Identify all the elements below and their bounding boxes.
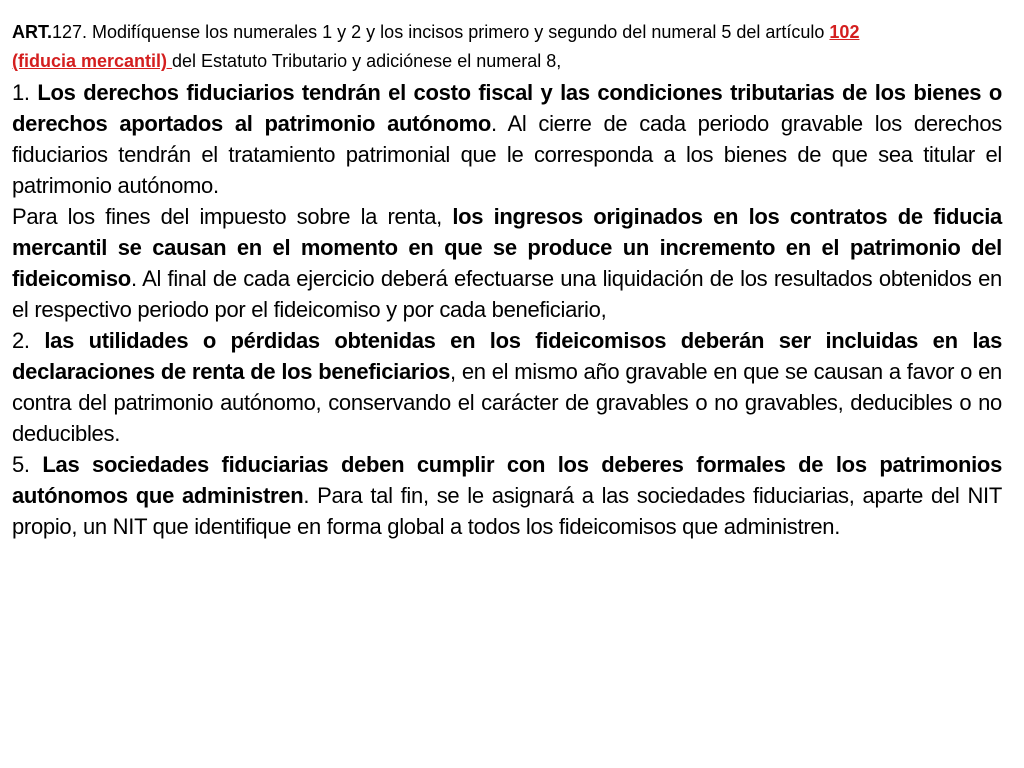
paragraph-text: , en el mismo año gravable en que se causan a favor o en contra del patrimonio autónomo, conservando el carácter de gravables o no gravables, deducibles o no deducibles. bbox=[12, 359, 1002, 446]
article-102-link[interactable]: 102 bbox=[829, 22, 860, 42]
paragraph-numeral-5 bbox=[12, 449, 1002, 542]
paragraph-bold-text: Las sociedades fiduciarias deben cumplir con los deberes formales de los patrimonios autónomos que administren bbox=[12, 452, 1003, 508]
article-intro-text: 127. Modifíquense los numerales 1 y 2 y los incisos primero y segundo del numeral 5 del artículo bbox=[52, 22, 830, 42]
article-intro-text-end: del Estatuto Tributario y adiciónese el numeral 8, bbox=[172, 51, 562, 71]
article-label: ART. bbox=[12, 22, 52, 42]
numeral-label: 5. bbox=[12, 452, 43, 477]
numeral-label: 2. bbox=[12, 328, 45, 353]
paragraph-bold-text: los ingresos originados en los contratos de fiducia mercantil se causan en el momento en que se produce un incremento en el patrimonio del fideicomiso bbox=[12, 204, 1002, 291]
paragraph-numeral-2 bbox=[12, 325, 1002, 449]
numeral-label: 1. bbox=[12, 80, 38, 105]
slide-content bbox=[12, 18, 1002, 542]
paragraph-text: Para los fines del impuesto sobre la renta, bbox=[12, 204, 453, 229]
paragraph-renta bbox=[12, 201, 1002, 325]
article-intro bbox=[12, 18, 1002, 76]
paragraph-bold-text: las utilidades o pérdidas obtenidas en los fideicomisos deberán ser incluidas en las declaraciones de renta de los beneficiarios bbox=[12, 328, 1003, 384]
paragraph-text: . Al cierre de cada periodo gravable los derechos fiduciarios tendrán el tratamiento patrimonial que le corresponda a los bienes de que sea titular el patrimonio autónomo. bbox=[12, 111, 1002, 198]
paragraph-bold-text: Los derechos fiduciarios tendrán el costo fiscal y las condiciones tributarias de los bienes o derechos aportados al patrimonio autónomo bbox=[12, 80, 1003, 136]
paragraph-numeral-1 bbox=[12, 77, 1002, 201]
paragraph-text: . Para tal fin, se le asignará a las sociedades fiduciarias, aparte del NIT propio, un NIT que identifique en forma global a todos los fideicomisos que administren. bbox=[12, 483, 1002, 539]
paragraph-text: . Al final de cada ejercicio deberá efectuarse una liquidación de los resultados obtenidos en el respectivo periodo por el fideicomiso y por cada beneficiario, bbox=[12, 266, 1002, 322]
fiducia-mercantil-link[interactable]: (fiducia mercantil) bbox=[12, 51, 173, 71]
